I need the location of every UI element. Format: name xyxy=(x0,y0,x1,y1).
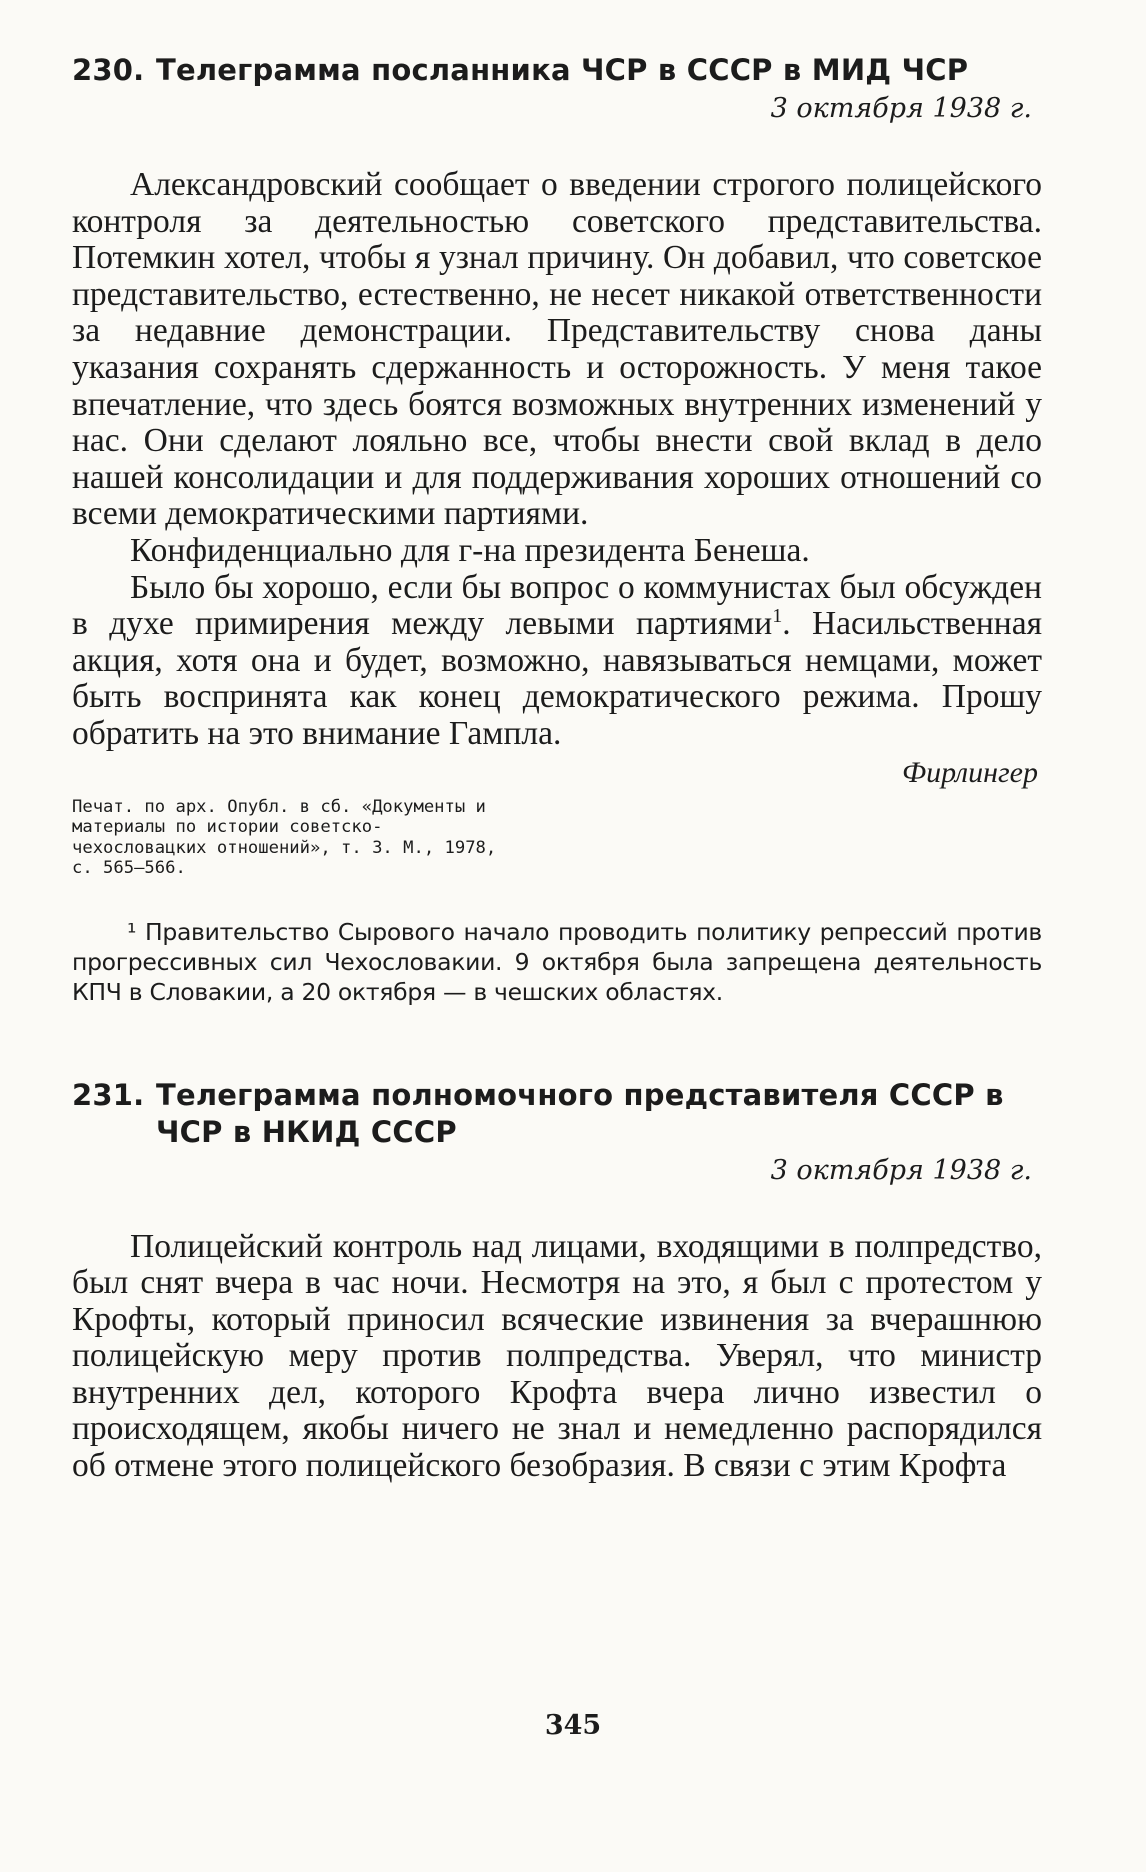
document-page xyxy=(72,52,1042,1485)
document-231 xyxy=(72,1077,1042,1485)
document-date: 3 октября 1938 г. xyxy=(770,1154,1032,1186)
paragraph-text: Было бы хорошо, если бы вопрос о коммунистах был обсужден в духе примирения между левыми партиями xyxy=(72,568,1042,643)
document-number: 230. xyxy=(72,53,145,87)
document-number: 231. xyxy=(72,1077,145,1112)
paragraph-text: . Насильственная акция, хотя она и будет, возможно, навязываться немцами, может быть воспринята как конец демократического режима. Прошу обратить на это внимание Гампла. xyxy=(72,605,1042,752)
document-230 xyxy=(72,52,1042,1007)
document-title xyxy=(72,52,1042,89)
paragraph: Полицейский контроль над лицами, входящими в полпредство, был снят вчера в час ночи. Несмотря на это, я был с протестом у Крофты, который приносил всяческие извинения за вчерашнюю полицейскую меру против полпредства. Уверял, что министр внутренних дел, которого Крофта вчера лично известил о происходящем, якобы ничего не знал и немедленно распорядился об отмене этого полицейского безобразия. В связи с этим Крофта xyxy=(72,1227,1042,1485)
document-date: 3 октября 1938 г. xyxy=(770,93,1032,124)
paragraph: Александровский сообщает о введении строгого полицейского контроля за деятельностью советского представительства. Потемкин хотел, чтобы я узнал причину. Он добавил, что советское представительство, естественно, не несет никакой ответственности за недавние демонстрации. Представительству снова даны указания сохранять сдержанность и осторожность. У меня такое впечатление, что здесь боятся возможных внутренних изменений у нас. Они сделают лояльно все, чтобы внести свой вклад в дело нашей консолидации и для поддерживания хороших отношений со всеми демократическими партиями. xyxy=(72,166,1042,533)
paragraph: Конфиденциально для г-на президента Бенеша. xyxy=(130,531,810,569)
source-note: Печат. по арх. Опубл. в сб. «Документы и материалы по истории советско-чехословацких отношений», т. 3. М., 1978, с. 565—566. xyxy=(72,796,507,878)
footnote: ¹ Правительство Сырового начало проводить политику репрессий против прогрессивных сил Чехословакии. 9 октября была запрещена деятельность КПЧ в Словакии, а 20 октября — в чешских областях. xyxy=(72,917,1042,1006)
footnote-reference[interactable]: 1 xyxy=(772,604,783,627)
document-title-text: Телеграмма посланника ЧСР в СССР в МИД ЧСР xyxy=(156,53,969,87)
document-title-text: Телеграмма полномочного представителя СССР в ЧСР в НКИД СССР xyxy=(156,1077,1004,1149)
document-title xyxy=(72,1077,1042,1151)
signature: Фирлингер xyxy=(902,755,1038,789)
page-number: 345 xyxy=(544,1710,602,1741)
paragraph xyxy=(72,570,1042,753)
